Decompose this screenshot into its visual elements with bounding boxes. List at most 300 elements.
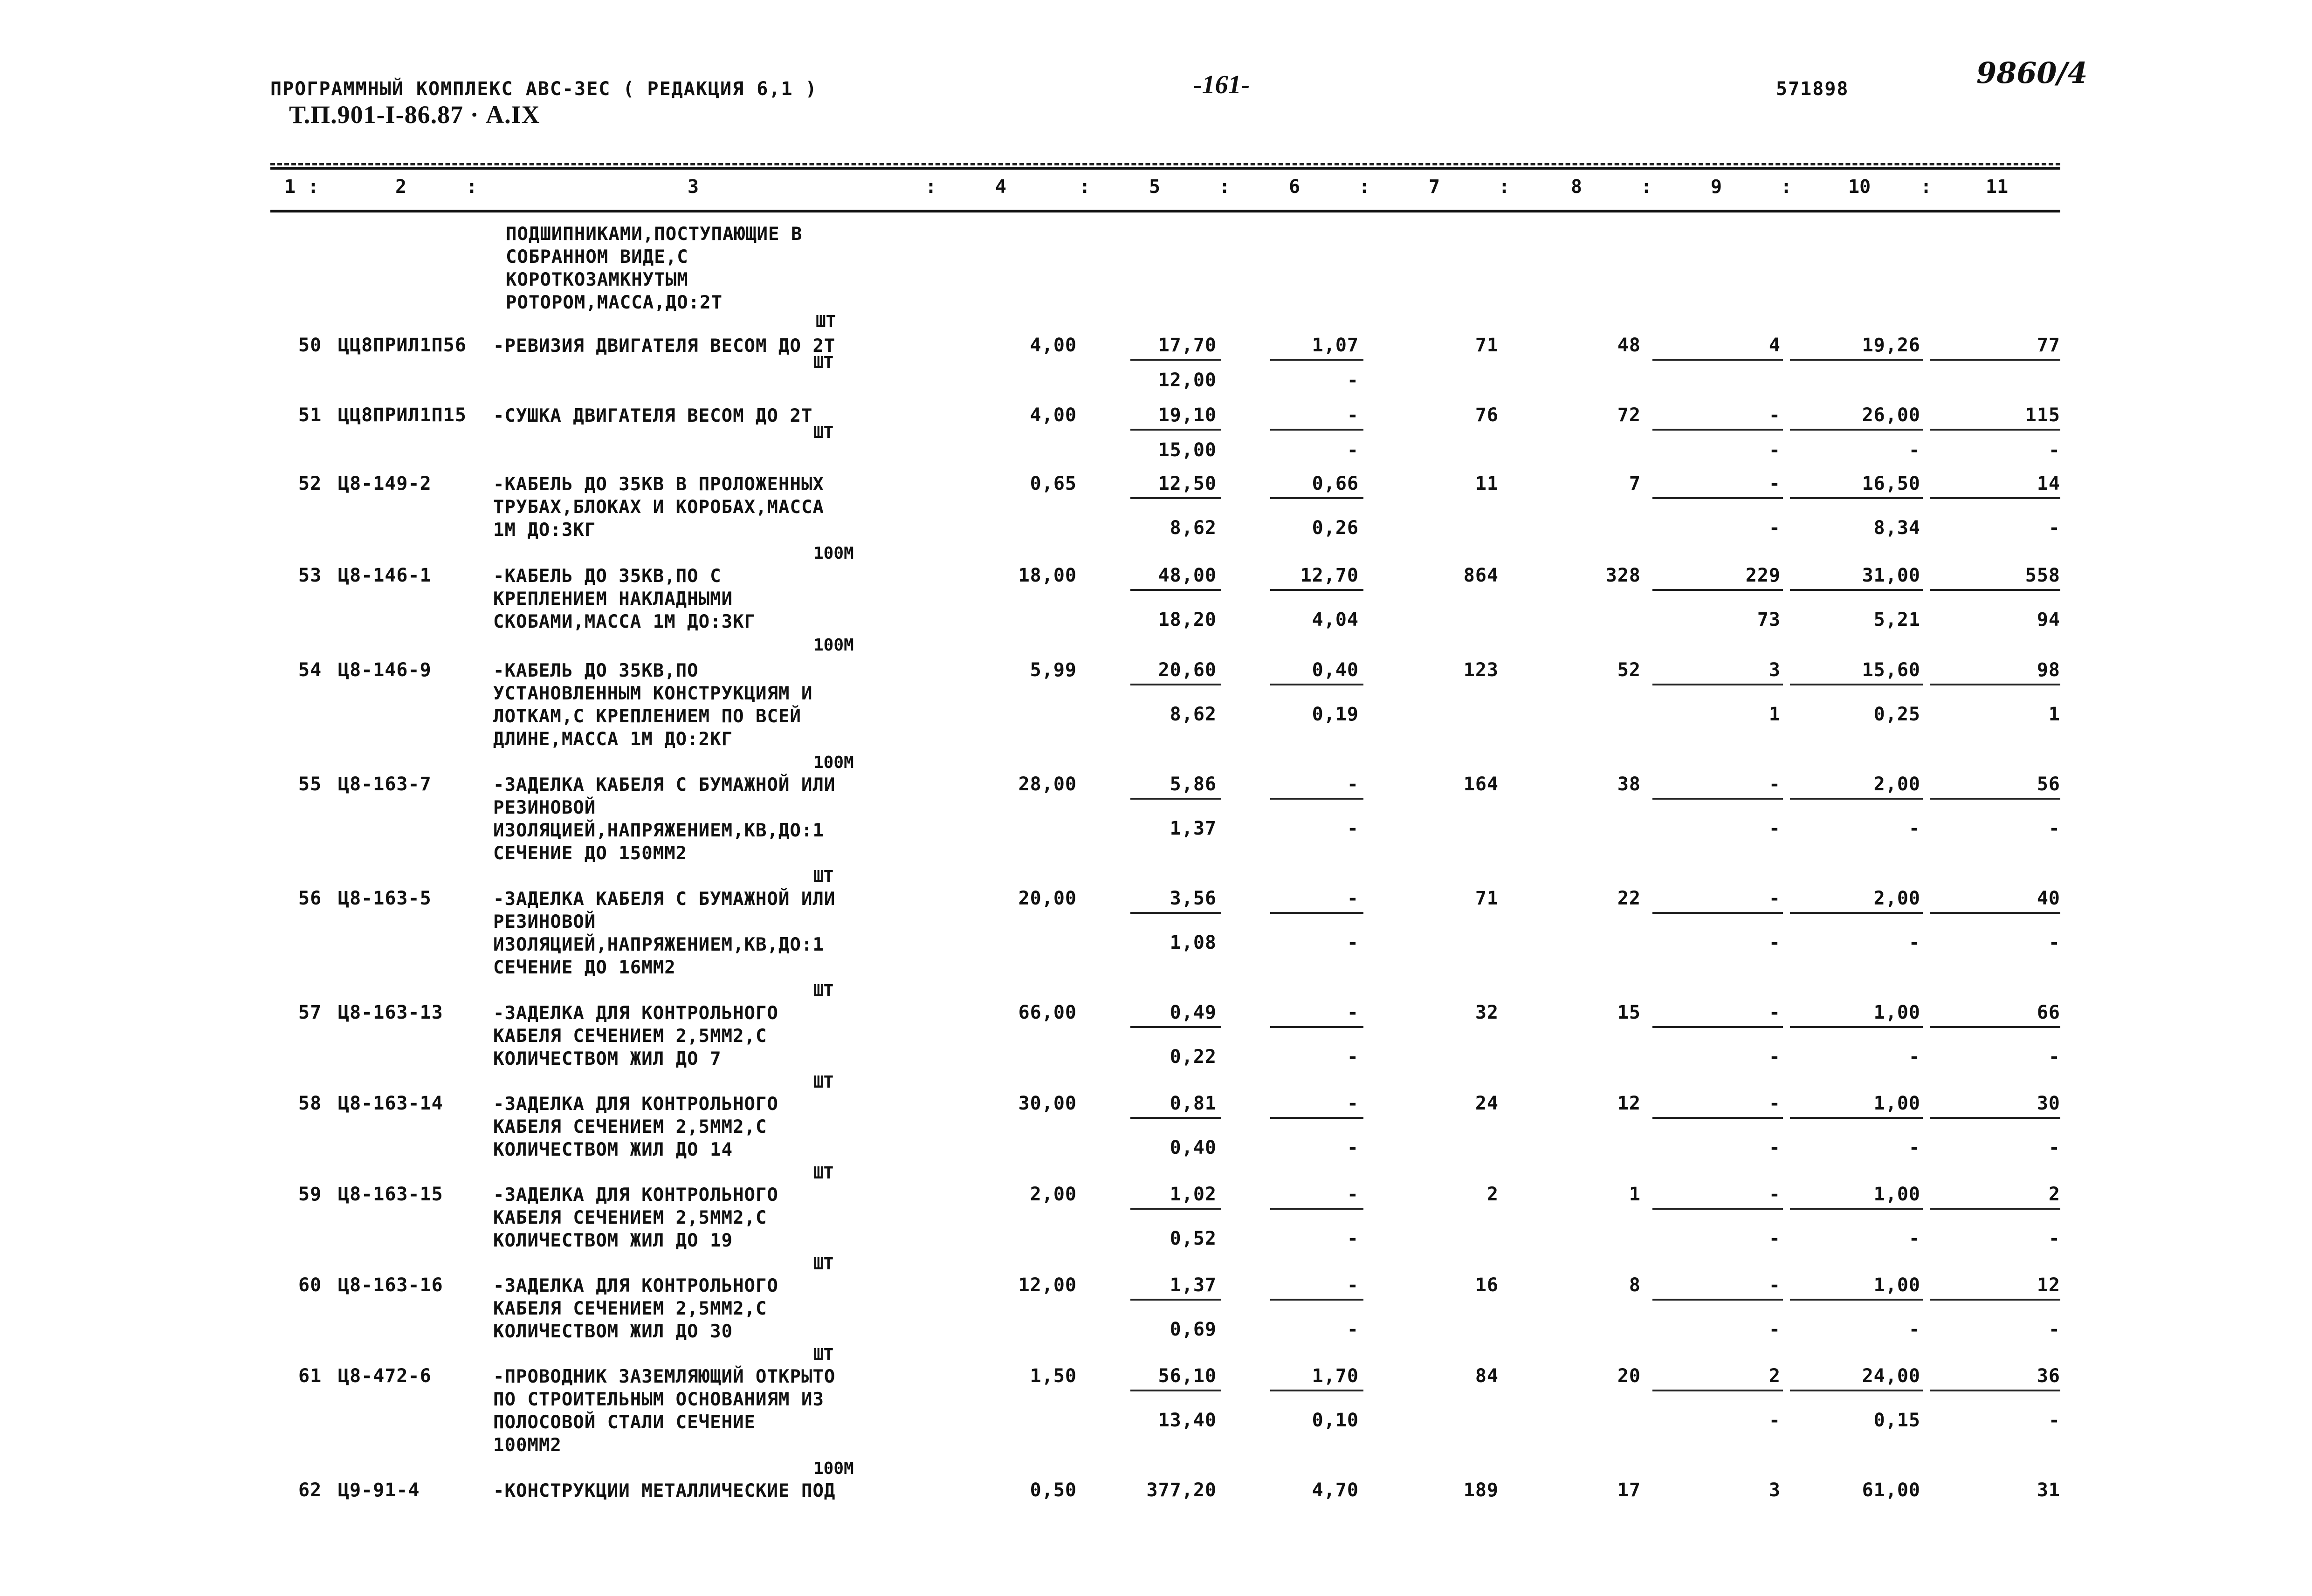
- value-c9b: -: [1768, 1410, 1781, 1431]
- value-separator-c5: [1130, 589, 1221, 591]
- value-c5: 0,81: [1170, 1093, 1217, 1114]
- value-c5b: 8,62: [1170, 517, 1217, 539]
- value-c5: 3,56: [1170, 888, 1217, 909]
- value-c11: 98: [2037, 659, 2060, 681]
- value-c8: 328: [1605, 565, 1641, 586]
- value-c5: 56,10: [1158, 1365, 1217, 1387]
- value-separator-c10: [1790, 359, 1923, 361]
- value-separator-c11: [1930, 684, 2060, 685]
- norm-code: Ц8-149-2: [338, 473, 432, 494]
- value-separator-c9: [1652, 912, 1783, 914]
- value-c11: 31: [2037, 1480, 2060, 1501]
- value-c4: 0,65: [1030, 473, 1077, 494]
- value-c11b: -: [2048, 1137, 2060, 1158]
- value-c5: 48,00: [1158, 565, 1217, 586]
- item-description-line: ИЗОЛЯЦИЕЙ,НАПРЯЖЕНИЕМ,КВ,ДО:1: [493, 820, 824, 841]
- value-c8: 72: [1617, 404, 1641, 426]
- col-head-9: 9: [1711, 176, 1722, 198]
- row-number: 51: [298, 404, 322, 426]
- value-c9b: -: [1768, 1319, 1781, 1340]
- item-description-line: -ЗАДЕЛКА ДЛЯ КОНТРОЛЬНОГО: [493, 1185, 778, 1206]
- value-separator-c9: [1652, 798, 1783, 800]
- value-separator-c9: [1652, 684, 1783, 685]
- value-c10b: -: [1908, 932, 1920, 953]
- value-c7: 84: [1475, 1365, 1499, 1387]
- value-c6: -: [1347, 1184, 1359, 1205]
- value-c6: 12,70: [1300, 565, 1359, 586]
- value-c5b: 12,00: [1158, 370, 1217, 391]
- value-c9: 229: [1745, 565, 1781, 586]
- value-separator-c10: [1790, 1026, 1923, 1028]
- value-separator-c6: [1270, 429, 1363, 431]
- value-c11: 115: [2025, 404, 2060, 426]
- value-c4: 18,00: [1018, 565, 1077, 586]
- value-separator-c11: [1930, 1208, 2060, 1210]
- value-c6b: -: [1347, 818, 1359, 839]
- value-separator-c9: [1652, 589, 1783, 591]
- intro-line: РОТОРОМ,МАССА,ДО:2Т: [506, 292, 723, 313]
- value-c5: 1,02: [1170, 1184, 1217, 1205]
- col-head-7: 7: [1429, 176, 1440, 198]
- value-c7: 76: [1475, 404, 1499, 426]
- unit-of-measure: 100М: [813, 1459, 854, 1478]
- norm-code: Ц8-163-5: [338, 888, 432, 909]
- value-c6: 1,70: [1312, 1365, 1359, 1387]
- value-separator-c5: [1130, 912, 1221, 914]
- value-c6b: -: [1347, 370, 1359, 391]
- value-separator-c9: [1652, 1299, 1783, 1301]
- handwritten-mark: 9860/4: [1976, 56, 2088, 90]
- intro-unit: ШТ: [816, 312, 836, 331]
- item-description-line: УСТАНОВЛЕННЫМ КОНСТРУКЦИЯМ И: [493, 683, 813, 704]
- value-c5: 1,37: [1170, 1274, 1217, 1296]
- value-c7: 32: [1475, 1002, 1499, 1023]
- value-c6: -: [1347, 1274, 1359, 1296]
- item-description-line: КОЛИЧЕСТВОМ ЖИЛ ДО 30: [493, 1321, 733, 1342]
- value-c9: 3: [1768, 659, 1781, 681]
- value-separator-c10: [1790, 589, 1923, 591]
- value-separator-c11: [1930, 359, 2060, 361]
- value-c10b: 0,25: [1873, 704, 1920, 725]
- value-c8: 48: [1617, 335, 1641, 356]
- value-c11: 12: [2037, 1274, 2060, 1296]
- value-c5b: 15,00: [1158, 439, 1217, 461]
- value-c10b: -: [1908, 1137, 1920, 1158]
- norm-code: Ц8-163-14: [338, 1093, 443, 1114]
- value-separator-c9: [1652, 359, 1783, 361]
- norm-code: Ц8-146-1: [338, 565, 432, 586]
- value-separator-c9: [1652, 1208, 1783, 1210]
- value-c6b: 0,19: [1312, 704, 1359, 725]
- value-c7: 864: [1463, 565, 1499, 586]
- page-number: -161-: [1193, 70, 1250, 99]
- value-c4: 0,50: [1030, 1480, 1077, 1501]
- value-separator-c11: [1930, 1390, 2060, 1391]
- norm-code: Ц8-163-15: [338, 1184, 443, 1205]
- value-c6: -: [1347, 404, 1359, 426]
- value-c11b: -: [2048, 1228, 2060, 1249]
- value-separator-c6: [1270, 1208, 1363, 1210]
- value-separator-c11: [1930, 497, 2060, 499]
- program-title: ПРОГРАММНЫЙ КОМПЛЕКС АВС-3ЕС ( РЕДАКЦИЯ 6,1 ): [270, 78, 818, 100]
- unit-of-measure: ШТ: [813, 1254, 834, 1274]
- value-c8: 1: [1629, 1184, 1641, 1205]
- value-c6: 0,66: [1312, 473, 1359, 494]
- value-c7: 164: [1463, 774, 1499, 795]
- value-c10: 2,00: [1873, 774, 1920, 795]
- norm-code: Ц8-163-7: [338, 774, 432, 795]
- item-description-line: ПО СТРОИТЕЛЬНЫМ ОСНОВАНИЯМ ИЗ: [493, 1389, 824, 1410]
- value-c9b: -: [1768, 1228, 1781, 1249]
- value-separator-c6: [1270, 798, 1363, 800]
- row-number: 59: [298, 1184, 322, 1205]
- col-head-8: 8: [1571, 176, 1583, 198]
- value-c10b: -: [1908, 1228, 1920, 1249]
- item-description-line: -КОНСТРУКЦИИ МЕТАЛЛИЧЕСКИЕ ПОД: [493, 1480, 836, 1501]
- value-c4: 1,50: [1030, 1365, 1077, 1387]
- value-c9: -: [1768, 1274, 1781, 1296]
- value-c6: -: [1347, 888, 1359, 909]
- value-separator-c6: [1270, 912, 1363, 914]
- item-description-line: 1М ДО:3КГ: [493, 520, 596, 541]
- value-c4: 30,00: [1018, 1093, 1077, 1114]
- value-separator-c10: [1790, 429, 1923, 431]
- item-description-line: -КАБЕЛЬ ДО 35КВ,ПО: [493, 660, 699, 681]
- value-separator-c5: [1130, 1208, 1221, 1210]
- header-top-rule: [270, 163, 2060, 165]
- col-head-1: 1: [284, 176, 296, 198]
- item-description-line: РЕЗИНОВОЙ: [493, 911, 596, 932]
- header-top-rule-2: [270, 167, 2060, 170]
- value-c4: 28,00: [1018, 774, 1077, 795]
- row-number: 53: [298, 565, 322, 586]
- unit-of-measure: 100М: [813, 636, 854, 655]
- value-c7: 123: [1463, 659, 1499, 681]
- item-description-line: КОЛИЧЕСТВОМ ЖИЛ ДО 7: [493, 1048, 722, 1069]
- value-c10b: -: [1908, 1319, 1920, 1340]
- value-separator-c11: [1930, 1299, 2060, 1301]
- value-c10: 26,00: [1862, 404, 1920, 426]
- value-c10: 2,00: [1873, 888, 1920, 909]
- item-description-line: -ЗАДЕЛКА КАБЕЛЯ С БУМАЖНОЙ ИЛИ: [493, 889, 836, 910]
- item-description-line: РЕЗИНОВОЙ: [493, 797, 596, 818]
- value-c11b: -: [2048, 1046, 2060, 1068]
- norm-code: Ц8-146-9: [338, 659, 432, 681]
- value-c11b: -: [2048, 1410, 2060, 1431]
- value-c4: 20,00: [1018, 888, 1077, 909]
- value-c5b: 0,22: [1170, 1046, 1217, 1068]
- value-c6b: -: [1347, 1046, 1359, 1068]
- value-c11b: -: [2048, 517, 2060, 539]
- value-c5: 19,10: [1158, 404, 1217, 426]
- value-separator-c6: [1270, 1299, 1363, 1301]
- item-description-line: -ЗАДЕЛКА КАБЕЛЯ С БУМАЖНОЙ ИЛИ: [493, 774, 836, 795]
- value-c9b: -: [1768, 439, 1781, 461]
- value-c5b: 0,52: [1170, 1228, 1217, 1249]
- item-description-line: 100ММ2: [493, 1435, 562, 1456]
- value-separator-c11: [1930, 1117, 2060, 1119]
- value-separator-c6: [1270, 359, 1363, 361]
- value-c9b: -: [1768, 818, 1781, 839]
- document-code: 571898: [1776, 78, 1849, 100]
- value-c7: 11: [1475, 473, 1499, 494]
- item-description-line: -ЗАДЕЛКА ДЛЯ КОНТРОЛЬНОГО: [493, 1094, 778, 1115]
- value-separator-c5: [1130, 684, 1221, 685]
- value-c4: 5,99: [1030, 659, 1077, 681]
- row-number: 50: [298, 335, 322, 356]
- value-c9: -: [1768, 1002, 1781, 1023]
- value-c6: -: [1347, 1002, 1359, 1023]
- value-c5: 377,20: [1146, 1480, 1217, 1501]
- value-c11: 30: [2037, 1093, 2060, 1114]
- value-c10b: -: [1908, 818, 1920, 839]
- item-description-line: КАБЕЛЯ СЕЧЕНИЕМ 2,5ММ2,С: [493, 1026, 767, 1047]
- value-c8: 17: [1617, 1480, 1641, 1501]
- value-separator-c5: [1130, 429, 1221, 431]
- value-c10: 61,00: [1862, 1480, 1920, 1501]
- value-separator-c11: [1930, 429, 2060, 431]
- value-separator-c10: [1790, 1117, 1923, 1119]
- value-c7: 71: [1475, 335, 1499, 356]
- item-description-line: КАБЕЛЯ СЕЧЕНИЕМ 2,5ММ2,С: [493, 1117, 767, 1137]
- value-c6: 1,07: [1312, 335, 1359, 356]
- value-c9b: 73: [1757, 609, 1781, 630]
- value-c9: -: [1768, 774, 1781, 795]
- value-c9: -: [1768, 473, 1781, 494]
- col-head-2: 2: [395, 176, 407, 198]
- value-c11b: -: [2048, 439, 2060, 461]
- value-separator-c5: [1130, 1117, 1221, 1119]
- value-c11: 40: [2037, 888, 2060, 909]
- value-c5: 20,60: [1158, 659, 1217, 681]
- value-c5: 12,50: [1158, 473, 1217, 494]
- item-description-line: ЛОТКАМ,С КРЕПЛЕНИЕМ ПО ВСЕЙ: [493, 706, 801, 727]
- row-number: 60: [298, 1274, 322, 1296]
- item-description-line: ДЛИНЕ,МАССА 1М ДО:2КГ: [493, 729, 733, 750]
- value-separator-c6: [1270, 1026, 1363, 1028]
- value-separator-c6: [1270, 1390, 1363, 1391]
- value-c4: 4,00: [1030, 404, 1077, 426]
- row-number: 52: [298, 473, 322, 494]
- value-c11: 2: [2048, 1184, 2060, 1205]
- value-c11b: 1: [2048, 704, 2060, 725]
- intro-line: ПОДШИПНИКАМИ,ПОСТУПАЮЩИЕ В: [506, 224, 803, 245]
- value-separator-c6: [1270, 589, 1363, 591]
- value-separator-c10: [1790, 497, 1923, 499]
- value-c10b: 5,21: [1873, 609, 1920, 630]
- value-c6b: -: [1347, 1137, 1359, 1158]
- value-c8: 15: [1617, 1002, 1641, 1023]
- row-number: 62: [298, 1480, 322, 1501]
- row-number: 56: [298, 888, 322, 909]
- norm-code: ЦЦ8ПРИЛ1П15: [338, 404, 467, 426]
- norm-code: Ц9-91-4: [338, 1480, 420, 1501]
- value-c10: 24,00: [1862, 1365, 1920, 1387]
- header-bottom-rule: [270, 210, 2060, 212]
- value-c7: 189: [1463, 1480, 1499, 1501]
- col-head-5: 5: [1149, 176, 1161, 198]
- value-c4: 2,00: [1030, 1184, 1077, 1205]
- value-c4: 12,00: [1018, 1274, 1077, 1296]
- value-c11: 14: [2037, 473, 2060, 494]
- value-c11: 36: [2037, 1365, 2060, 1387]
- norm-code: ЦЦ8ПРИЛ1П56: [338, 335, 467, 356]
- value-c7: 24: [1475, 1093, 1499, 1114]
- value-c9: -: [1768, 1184, 1781, 1205]
- value-c10b: 0,15: [1873, 1410, 1920, 1431]
- item-description-line: -СУШКА ДВИГАТЕЛЯ ВЕСОМ ДО 2Т: [493, 405, 813, 426]
- unit-of-measure: 100М: [813, 753, 854, 772]
- value-c9: -: [1768, 404, 1781, 426]
- value-c8: 22: [1617, 888, 1641, 909]
- item-description-line: КАБЕЛЯ СЕЧЕНИЕМ 2,5ММ2,С: [493, 1298, 767, 1319]
- unit-of-measure: ШТ: [813, 867, 834, 886]
- value-separator-c5: [1130, 1299, 1221, 1301]
- project-code: Т.П.901-I-86.87 · А.IX: [289, 101, 540, 129]
- row-number: 61: [298, 1365, 322, 1387]
- value-c8: 52: [1617, 659, 1641, 681]
- value-c10: 1,00: [1873, 1093, 1920, 1114]
- value-c9b: -: [1768, 1137, 1781, 1158]
- value-c6: 0,40: [1312, 659, 1359, 681]
- value-c11: 56: [2037, 774, 2060, 795]
- value-c4: 4,00: [1030, 335, 1077, 356]
- value-c9: -: [1768, 888, 1781, 909]
- item-description-line: КРЕПЛЕНИЕМ НАКЛАДНЫМИ: [493, 589, 733, 610]
- unit-of-measure: ШТ: [813, 1073, 834, 1092]
- value-c6: -: [1347, 1093, 1359, 1114]
- value-separator-c6: [1270, 1117, 1363, 1119]
- item-description-line: ПОЛОСОВОЙ СТАЛИ СЕЧЕНИЕ: [493, 1412, 756, 1433]
- value-c9b: -: [1768, 932, 1781, 953]
- row-number: 57: [298, 1002, 322, 1023]
- value-c5: 0,49: [1170, 1002, 1217, 1023]
- value-c9b: -: [1768, 517, 1781, 539]
- value-separator-c9: [1652, 497, 1783, 499]
- value-c11b: -: [2048, 818, 2060, 839]
- item-description-line: КОЛИЧЕСТВОМ ЖИЛ ДО 14: [493, 1139, 733, 1160]
- intro-line: КОРОТКОЗАМКНУТЫМ: [506, 269, 688, 290]
- value-separator-c5: [1130, 1026, 1221, 1028]
- value-separator-c6: [1270, 497, 1363, 499]
- value-c6: 4,70: [1312, 1480, 1359, 1501]
- value-c11: 558: [2025, 565, 2060, 586]
- item-description-line: -КАБЕЛЬ ДО 35КВ В ПРОЛОЖЕННЫХ: [493, 474, 824, 495]
- norm-code: Ц8-472-6: [338, 1365, 432, 1387]
- row-number: 58: [298, 1093, 322, 1114]
- unit-of-measure: ШТ: [813, 353, 834, 372]
- unit-of-measure: 100М: [813, 544, 854, 563]
- value-c5b: 8,62: [1170, 704, 1217, 725]
- value-separator-c5: [1130, 497, 1221, 499]
- value-c10: 19,26: [1862, 335, 1920, 356]
- item-description-line: -ПРОВОДНИК ЗАЗЕМЛЯЮЩИЙ ОТКРЫТО: [493, 1366, 836, 1387]
- value-c4: 66,00: [1018, 1002, 1077, 1023]
- value-separator-c5: [1130, 359, 1221, 361]
- item-description-line: -ЗАДЕЛКА ДЛЯ КОНТРОЛЬНОГО: [493, 1003, 778, 1024]
- value-c5b: 13,40: [1158, 1410, 1217, 1431]
- value-separator-c9: [1652, 1390, 1783, 1391]
- item-description-line: ТРУБАХ,БЛОКАХ И КОРОБАХ,МАССА: [493, 497, 824, 518]
- item-description-line: СЕЧЕНИЕ ДО 16ММ2: [493, 957, 676, 978]
- value-separator-c11: [1930, 589, 2060, 591]
- value-c9: -: [1768, 1093, 1781, 1114]
- value-c11: 77: [2037, 335, 2060, 356]
- unit-of-measure: ШТ: [813, 1345, 834, 1364]
- value-c8: 7: [1629, 473, 1641, 494]
- value-separator-c11: [1930, 798, 2060, 800]
- unit-of-measure: ШТ: [813, 1164, 834, 1183]
- col-head-10: 10: [1848, 176, 1871, 198]
- value-c6b: -: [1347, 1228, 1359, 1249]
- value-c8: 8: [1629, 1274, 1641, 1296]
- item-description-line: -ЗАДЕЛКА ДЛЯ КОНТРОЛЬНОГО: [493, 1275, 778, 1296]
- value-c11: 66: [2037, 1002, 2060, 1023]
- value-c10: 1,00: [1873, 1184, 1920, 1205]
- col-head-6: 6: [1289, 176, 1300, 198]
- value-separator-c10: [1790, 798, 1923, 800]
- norm-code: Ц8-163-13: [338, 1002, 443, 1023]
- value-separator-c11: [1930, 912, 2060, 914]
- value-separator-c5: [1130, 1390, 1221, 1391]
- value-c5b: 1,08: [1170, 932, 1217, 953]
- intro-description: [506, 223, 802, 314]
- value-c10b: -: [1908, 1046, 1920, 1068]
- value-c8: 12: [1617, 1093, 1641, 1114]
- value-separator-c10: [1790, 684, 1923, 685]
- col-head-11: 11: [1986, 176, 2009, 198]
- value-c5b: 18,20: [1158, 609, 1217, 630]
- value-c10: 15,60: [1862, 659, 1920, 681]
- item-description-line: КАБЕЛЯ СЕЧЕНИЕМ 2,5ММ2,С: [493, 1207, 767, 1228]
- norm-code: Ц8-163-16: [338, 1274, 443, 1296]
- value-separator-c6: [1270, 684, 1363, 685]
- value-c10: 1,00: [1873, 1274, 1920, 1296]
- value-c9: 3: [1768, 1480, 1781, 1501]
- value-c10: 31,00: [1862, 565, 1920, 586]
- value-separator-c10: [1790, 912, 1923, 914]
- value-c6: -: [1347, 774, 1359, 795]
- value-c9: 4: [1768, 335, 1781, 356]
- value-c9b: -: [1768, 1046, 1781, 1068]
- intro-line: СОБРАННОМ ВИДЕ,С: [506, 247, 688, 267]
- value-c10: 16,50: [1862, 473, 1920, 494]
- value-separator-c9: [1652, 1026, 1783, 1028]
- item-description-line: -РЕВИЗИЯ ДВИГАТЕЛЯ ВЕСОМ ДО 2Т: [493, 336, 836, 356]
- value-c10b: 8,34: [1873, 517, 1920, 539]
- item-description-line: -КАБЕЛЬ ДО 35КВ,ПО С: [493, 566, 722, 587]
- col-head-4: 4: [995, 176, 1007, 198]
- unit-of-measure: ШТ: [813, 423, 834, 442]
- value-separator-c10: [1790, 1208, 1923, 1210]
- value-c6b: -: [1347, 932, 1359, 953]
- value-c6b: 4,04: [1312, 609, 1359, 630]
- value-c6b: -: [1347, 1319, 1359, 1340]
- item-description-line: СЕЧЕНИЕ ДО 150ММ2: [493, 843, 688, 864]
- row-number: 54: [298, 659, 322, 681]
- col-head-3: 3: [688, 176, 699, 198]
- value-c9b: 1: [1768, 704, 1781, 725]
- value-c6b: 0,26: [1312, 517, 1359, 539]
- value-c5: 5,86: [1170, 774, 1217, 795]
- value-c11b: -: [2048, 1319, 2060, 1340]
- value-c7: 16: [1475, 1274, 1499, 1296]
- value-separator-c9: [1652, 429, 1783, 431]
- item-description-line: СКОБАМИ,МАССА 1М ДО:3КГ: [493, 611, 756, 632]
- value-separator-c10: [1790, 1390, 1923, 1391]
- value-c5b: 0,40: [1170, 1137, 1217, 1158]
- value-c8: 20: [1617, 1365, 1641, 1387]
